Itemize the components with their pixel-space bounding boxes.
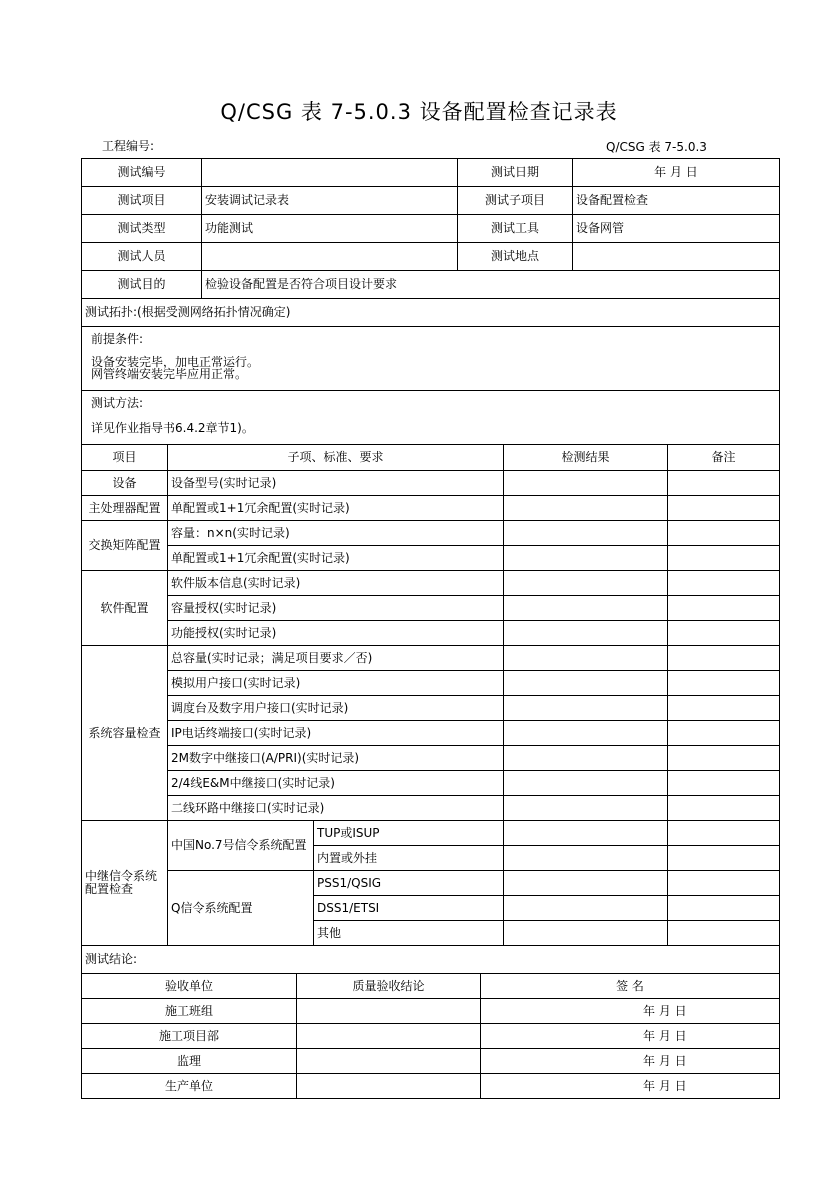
remark-field[interactable] <box>667 745 780 771</box>
sign-date: 年 月 日 <box>480 1048 780 1074</box>
label: 测试人员 <box>81 242 202 271</box>
header: 备注 <box>667 444 780 471</box>
remark-field[interactable] <box>667 520 780 546</box>
remark-field[interactable] <box>667 595 780 621</box>
group: 中国No.7号信令系统配置 <box>167 820 314 871</box>
label: 测试类型 <box>81 214 202 243</box>
field[interactable]: 年 月 日 <box>572 158 780 187</box>
group: 主处理器配置 <box>81 495 168 521</box>
remark-field[interactable] <box>667 670 780 696</box>
remark-field[interactable] <box>667 495 780 521</box>
remark-field[interactable] <box>667 920 780 946</box>
conclusion: 测试结论: <box>81 945 780 974</box>
conclusion-field[interactable] <box>296 998 481 1024</box>
field[interactable] <box>572 242 780 271</box>
header: 质量验收结论 <box>296 973 481 999</box>
remark-field[interactable] <box>667 845 780 871</box>
group: 中继信令系统配置检查 <box>81 820 168 946</box>
item: 内置或外挂 <box>313 845 504 871</box>
field[interactable] <box>201 158 458 187</box>
header: 子项、标准、要求 <box>167 444 504 471</box>
label: 测试地点 <box>457 242 573 271</box>
result-field[interactable] <box>503 795 668 821</box>
header: 签 名 <box>480 973 780 999</box>
result-field[interactable] <box>503 670 668 696</box>
precondition-section <box>81 326 780 391</box>
result-field[interactable] <box>503 820 668 846</box>
precondition-line: 网管终端安装完毕应用正常。 <box>91 367 248 381</box>
field[interactable] <box>201 242 458 271</box>
remark-field[interactable] <box>667 770 780 796</box>
remark-field[interactable] <box>667 895 780 921</box>
topology: 测试拓扑:(根据受测网络拓扑情况确定) <box>81 298 780 327</box>
unit: 施工项目部 <box>81 1023 297 1049</box>
conclusion-field[interactable] <box>296 1048 481 1074</box>
page-title: Q/CSG 表 7-5.0.3 设备配置检查记录表 <box>220 100 618 124</box>
unit: 监理 <box>81 1048 297 1074</box>
label: 测试子项目 <box>457 186 573 215</box>
label: 测试项目 <box>81 186 202 215</box>
project-no-label: 工程编号: <box>102 139 155 153</box>
item: 其他 <box>313 920 504 946</box>
header: 检测结果 <box>503 444 668 471</box>
result-field[interactable] <box>503 545 668 571</box>
conclusion-field[interactable] <box>296 1023 481 1049</box>
remark-field[interactable] <box>667 545 780 571</box>
result-field[interactable] <box>503 845 668 871</box>
item: DSS1/ETSI <box>313 895 504 921</box>
remark-field[interactable] <box>667 570 780 596</box>
unit: 生产单位 <box>81 1073 297 1099</box>
remark-field[interactable] <box>667 695 780 721</box>
label: 测试编号 <box>81 158 202 187</box>
precondition-label: 前提条件: <box>91 332 144 346</box>
result-field[interactable] <box>503 920 668 946</box>
item: PSS1/QSIG <box>313 870 504 896</box>
remark-field[interactable] <box>667 795 780 821</box>
result-field[interactable] <box>503 520 668 546</box>
result-field[interactable] <box>503 570 668 596</box>
sign-date: 年 月 日 <box>480 998 780 1024</box>
group: 系统容量检查 <box>81 645 168 821</box>
item: 二线环路中继接口(实时记录) <box>167 795 504 821</box>
item: 单配置或1+1冗余配置(实时记录) <box>167 545 504 571</box>
conclusion-field[interactable] <box>296 1073 481 1099</box>
field[interactable]: 设备配置检查 <box>572 186 780 215</box>
header: 项目 <box>81 444 168 471</box>
item: 2M数字中继接口(A/PRI)(实时记录) <box>167 745 504 771</box>
item: TUP或ISUP <box>313 820 504 846</box>
method-text: 详见作业指导书6.4.2章节1)。 <box>91 421 254 435</box>
field[interactable]: 安装调试记录表 <box>201 186 458 215</box>
group: 交换矩阵配置 <box>81 520 168 571</box>
label: 测试工具 <box>457 214 573 243</box>
item: 总容量(实时记录；满足项目要求／否) <box>167 645 504 671</box>
sign-date: 年 月 日 <box>480 1073 780 1099</box>
remark-field[interactable] <box>667 820 780 846</box>
field[interactable]: 功能测试 <box>201 214 458 243</box>
remark-field[interactable] <box>667 870 780 896</box>
group: 软件配置 <box>81 570 168 646</box>
item: 容量：n×n(实时记录) <box>167 520 504 546</box>
item: 容量授权(实时记录) <box>167 595 504 621</box>
label: 测试目的 <box>81 270 202 299</box>
remark-field[interactable] <box>667 620 780 646</box>
remark-field[interactable] <box>667 720 780 746</box>
remark-field[interactable] <box>667 645 780 671</box>
result-field[interactable] <box>503 770 668 796</box>
result-field[interactable] <box>503 595 668 621</box>
result-field[interactable] <box>503 620 668 646</box>
sign-date: 年 月 日 <box>480 1023 780 1049</box>
group: Q信令系统配置 <box>167 870 314 946</box>
method-section <box>81 390 780 445</box>
group: 设备 <box>81 470 168 496</box>
unit: 施工班组 <box>81 998 297 1024</box>
result-field[interactable] <box>503 695 668 721</box>
result-field[interactable] <box>503 645 668 671</box>
result-field[interactable] <box>503 470 668 496</box>
result-field[interactable] <box>503 745 668 771</box>
result-field[interactable] <box>503 870 668 896</box>
result-field[interactable] <box>503 495 668 521</box>
form-code: Q/CSG 表 7-5.0.3 <box>606 140 707 154</box>
remark-field[interactable] <box>667 470 780 496</box>
item: 模拟用户接口(实时记录) <box>167 670 504 696</box>
item: 软件版本信息(实时记录) <box>167 570 504 596</box>
method-label: 测试方法: <box>91 396 144 410</box>
result-field[interactable] <box>503 720 668 746</box>
item: 设备型号(实时记录) <box>167 470 504 496</box>
field[interactable]: 检验设备配置是否符合项目设计要求 <box>201 270 780 299</box>
item: IP电话终端接口(实时记录) <box>167 720 504 746</box>
field[interactable]: 设备网管 <box>572 214 780 243</box>
header: 验收单位 <box>81 973 297 999</box>
result-field[interactable] <box>503 895 668 921</box>
precondition-line: 设备安装完毕，加电正常运行。 <box>91 355 260 369</box>
item: 调度台及数字用户接口(实时记录) <box>167 695 504 721</box>
item: 功能授权(实时记录) <box>167 620 504 646</box>
label: 测试日期 <box>457 158 573 187</box>
item: 2/4线E&M中继接口(实时记录) <box>167 770 504 796</box>
item: 单配置或1+1冗余配置(实时记录) <box>167 495 504 521</box>
